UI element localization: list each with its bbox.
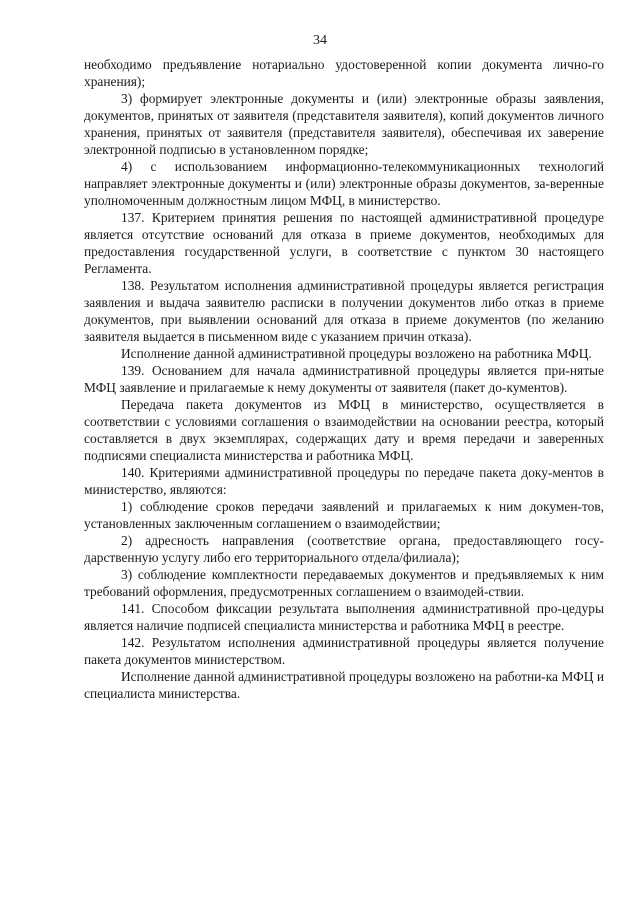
paragraph-139: 139. Основанием для начала административной процедуры является при-нятые МФЦ заявление и прилагаемые к нему документы от заявителя (пакет до-кументов). (84, 363, 604, 395)
paragraph: Исполнение данной административной процедуры возложено на работни-ка МФЦ и специалиста министерства. (84, 669, 604, 701)
paragraph: необходимо предъявление нотариально удостоверенной копии документа лично-го хранения); (84, 57, 604, 89)
paragraph-138: 138. Результатом исполнения административной процедуры является регистрация заявления и выдача заявителю расписки в получении документов либо отказ в приеме документов, при выявлении оснований для отказа в приеме документов (по желанию заявителя выдается в письменном виде с указанием причин отказа). (84, 278, 604, 344)
paragraph: Исполнение данной административной процедуры возложено на работника МФЦ. (121, 346, 592, 361)
list-item: 1) соблюдение сроков передачи заявлений и прилагаемых к ним докумен-тов, установленных заключенным соглашением о взаимодействии; (84, 499, 604, 531)
list-item: 3) соблюдение комплектности передаваемых документов и предъявляемых к ним требований оформления, предусмотренных соглашением о взаимодей-ствии. (84, 567, 604, 599)
page-number: 34 (313, 33, 327, 48)
document-body (84, 56, 604, 702)
paragraph-142: 142. Результатом исполнения административной процедуры является получение пакета документов министерством. (84, 635, 604, 667)
paragraph: 4) с использованием информационно-телекоммуникационных технологий направляет электронные документы и (или) электронные образы документов, за-веренные уполномоченным должностным лицом МФЦ, в министерство. (84, 159, 604, 208)
paragraph-141: 141. Способом фиксации результата выполнения административной про-цедуры является наличие подписей специалиста министерства и работника МФЦ в реестре. (84, 601, 604, 633)
list-item: 2) адресность направления (соответствие органа, предоставляющего госу-дарственную услугу либо его территориального отдела/филиала); (84, 533, 604, 565)
paragraph-140: 140. Критериями административной процедуры по передаче пакета доку-ментов в министерство, являются: (84, 465, 604, 497)
paragraph: Передача пакета документов из МФЦ в министерство, осуществляется в соответствии с условиями соглашения о взаимодействии на основании реестра, который составляется в двух экземплярах, содержащих дату и время передачи и заверенных подписями специалиста министерства и работника МФЦ. (84, 397, 604, 463)
paragraph: 3) формирует электронные документы и (или) электронные образы заявления, документов, принятых от заявителя (представителя заявителя), копий документов личного хранения, принятых от заявителя (представителя заявителя), обеспечивая их заверение электронной подписью в установленном порядке; (84, 91, 604, 157)
paragraph-137: 137. Критерием принятия решения по настоящей административной процедуре является отсутствие оснований для отказа в приеме документов, необходимых для предоставления государственной услуги, в соответствие с пунктом 30 настоящего Регламента. (84, 210, 604, 276)
